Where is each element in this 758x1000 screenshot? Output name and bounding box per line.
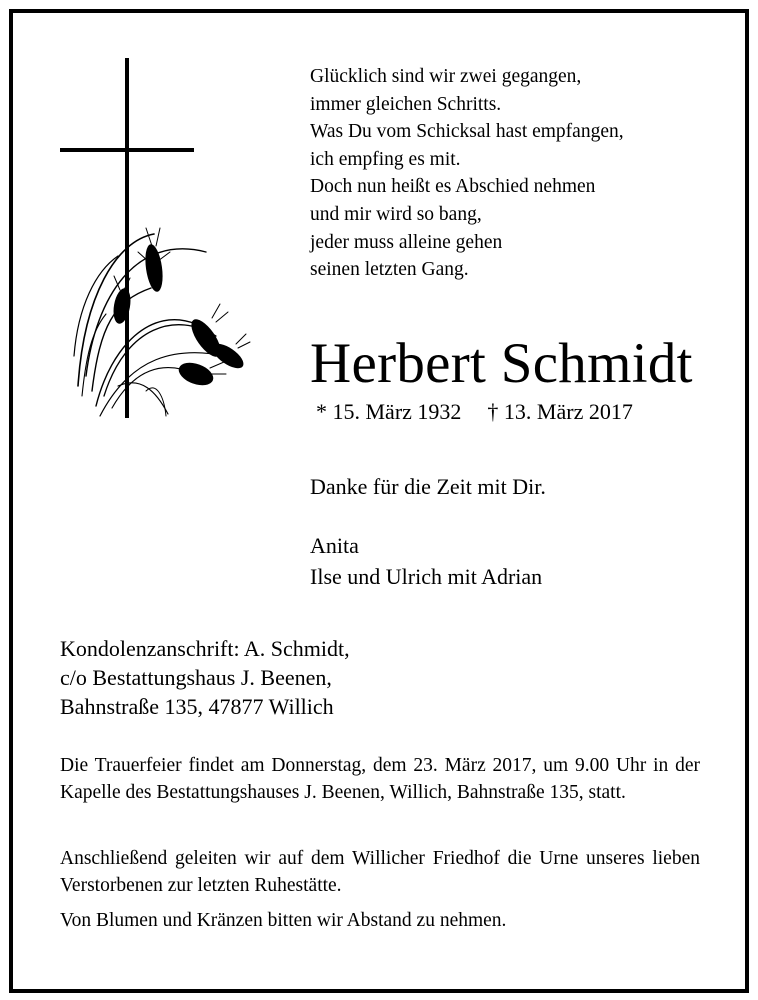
family-name: Anita [310, 533, 359, 558]
funeral-info-paragraph: Die Trauerfeier findet am Donnerstag, dem 23. März 2017, um 9.00 Uhr in der Kapelle des Bestattungshauses J. Beenen, Willich, Bahnstraße 135, statt. [60, 755, 700, 803]
poem-line: Was Du vom Schicksal hast empfangen, [310, 121, 624, 143]
poem-line: jeder muss alleine gehen [310, 231, 503, 253]
poem-line: Glücklich sind wir zwei gegangen, [310, 66, 582, 87]
address-line: Kondolenzanschrift: A. Schmidt, [60, 636, 350, 661]
poem [310, 63, 624, 284]
address-line: c/o Bestattungshaus J. Beenen, [60, 665, 332, 690]
family-signature [310, 530, 542, 592]
life-dates [316, 398, 633, 426]
poem-line: seinen letzten Gang. [310, 259, 469, 281]
thanks-line: Danke für die Zeit mit Dir. [310, 474, 546, 499]
poem-line: immer gleichen Schritts. [310, 93, 502, 115]
family-name: Ilse und Ulrich mit Adrian [310, 564, 543, 589]
death-date: † 13. März 2017 [487, 399, 633, 424]
deceased-name: Herbert Schmidt [310, 332, 693, 395]
burial-info-paragraph: Anschließend geleiten wir auf dem Willicher Friedhof die Urne unseres lieben Verstorbenen zur letzten Ruhestätte. [60, 848, 700, 896]
cross-with-wheat-icon [56, 56, 252, 426]
address-line: Bahnstraße 135, 47877 Willich [60, 694, 334, 719]
poem-line: Doch nun heißt es Abschied nehmen [310, 176, 596, 198]
condolence-address [60, 634, 350, 721]
poem-line: und mir wird so bang, [310, 203, 482, 225]
poem-line: ich empfing es mit. [310, 148, 461, 170]
flowers-note-paragraph: Von Blumen und Kränzen bitten wir Abstand zu nehmen. [60, 910, 507, 931]
birth-date: * 15. März 1932 [316, 399, 462, 424]
